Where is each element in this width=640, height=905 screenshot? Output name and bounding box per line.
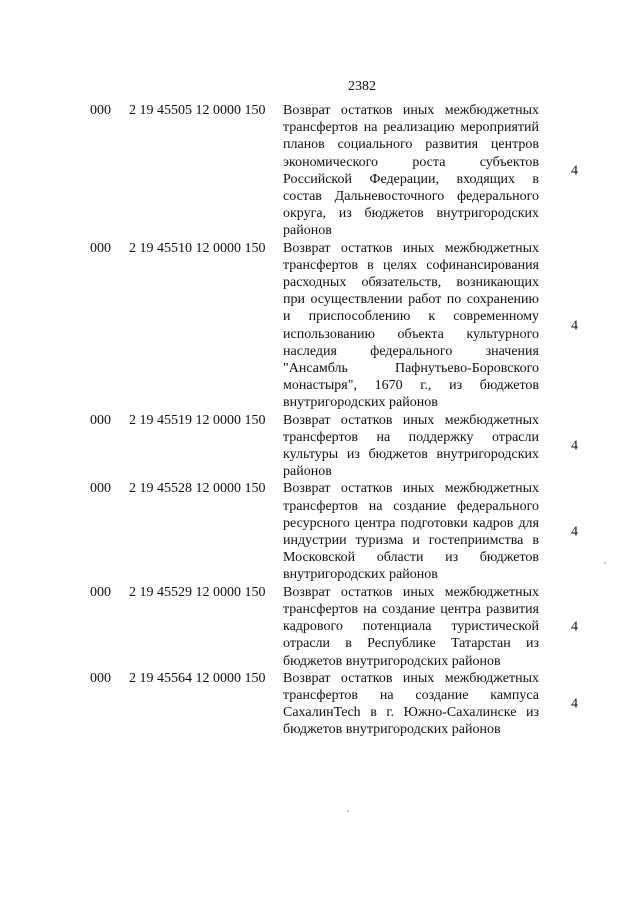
amount-value: 4 bbox=[571, 318, 578, 334]
budget-classification-code: 2 19 45564 12 0000 150 bbox=[129, 670, 266, 686]
amount-value: 4 bbox=[571, 619, 578, 635]
income-description: Возврат остатков иных межбюджетных трансфертов на создание федерального ресурсного центра подготовки кадров для индустрии туризма и гостеприимства в Московской области из бюджетов внутригородских районов bbox=[283, 481, 539, 583]
budget-classification-code: 2 19 45528 12 0000 150 bbox=[129, 481, 266, 497]
admin-code: 000 bbox=[90, 412, 111, 428]
amount-value: 4 bbox=[571, 438, 578, 454]
scan-speck bbox=[347, 810, 349, 812]
table-row bbox=[0, 480, 640, 583]
budget-classification-code: 2 19 45519 12 0000 150 bbox=[129, 412, 266, 428]
amount-value: 4 bbox=[571, 696, 578, 712]
budget-classification-code: 2 19 45510 12 0000 150 bbox=[129, 240, 266, 256]
amount-value: 4 bbox=[571, 163, 578, 179]
income-description: Возврат остатков иных межбюджетных трансфертов на поддержку отрасли культуры из бюджетов внутригородских районов bbox=[283, 412, 539, 480]
admin-code: 000 bbox=[90, 240, 111, 256]
table-row bbox=[0, 670, 640, 739]
budget-code-table bbox=[0, 102, 640, 739]
amount-value: 4 bbox=[571, 524, 578, 540]
admin-code: 000 bbox=[90, 103, 111, 118]
scan-speck bbox=[604, 562, 606, 564]
income-description: Возврат остатков иных межбюджетных трансфертов на создание центра развития кадрового потенциала туристической отрасли в Республике Татарстан из бюджетов внутригородских районов bbox=[283, 584, 539, 669]
table-row bbox=[0, 102, 640, 240]
page-number: 2382 bbox=[348, 79, 376, 94]
income-description: Возврат остатков иных межбюджетных трансфертов на реализацию мероприятий планов социального развития центров экономического роста субъектов Российской Федерации, входящих в состав Дальневосточного федерального округа, из бюджетов внутригородских районов bbox=[283, 103, 539, 239]
admin-code: 000 bbox=[90, 584, 111, 600]
table-row bbox=[0, 240, 640, 412]
table-row bbox=[0, 412, 640, 481]
table-row bbox=[0, 584, 640, 670]
admin-code: 000 bbox=[90, 670, 111, 686]
budget-classification-code: 2 19 45529 12 0000 150 bbox=[129, 584, 266, 600]
admin-code: 000 bbox=[90, 481, 111, 497]
income-description: Возврат остатков иных межбюджетных трансфертов в целях софинансирования расходных обязательств, возникающих при осуществлении работ по сохранению и приспособлению к современному использованию объекта культурного наследия федерального значения "Ансамбль Пафнутьево-Боровского монастыря", 1670 г., из бюджетов внутригородских районов bbox=[283, 240, 539, 411]
income-description: Возврат остатков иных межбюджетных трансфертов на создание кампуса СахалинTech в г. Южно-Сахалинске из бюджетов внутригородских районов bbox=[283, 670, 539, 738]
budget-classification-code: 2 19 45505 12 0000 150 bbox=[129, 103, 266, 118]
